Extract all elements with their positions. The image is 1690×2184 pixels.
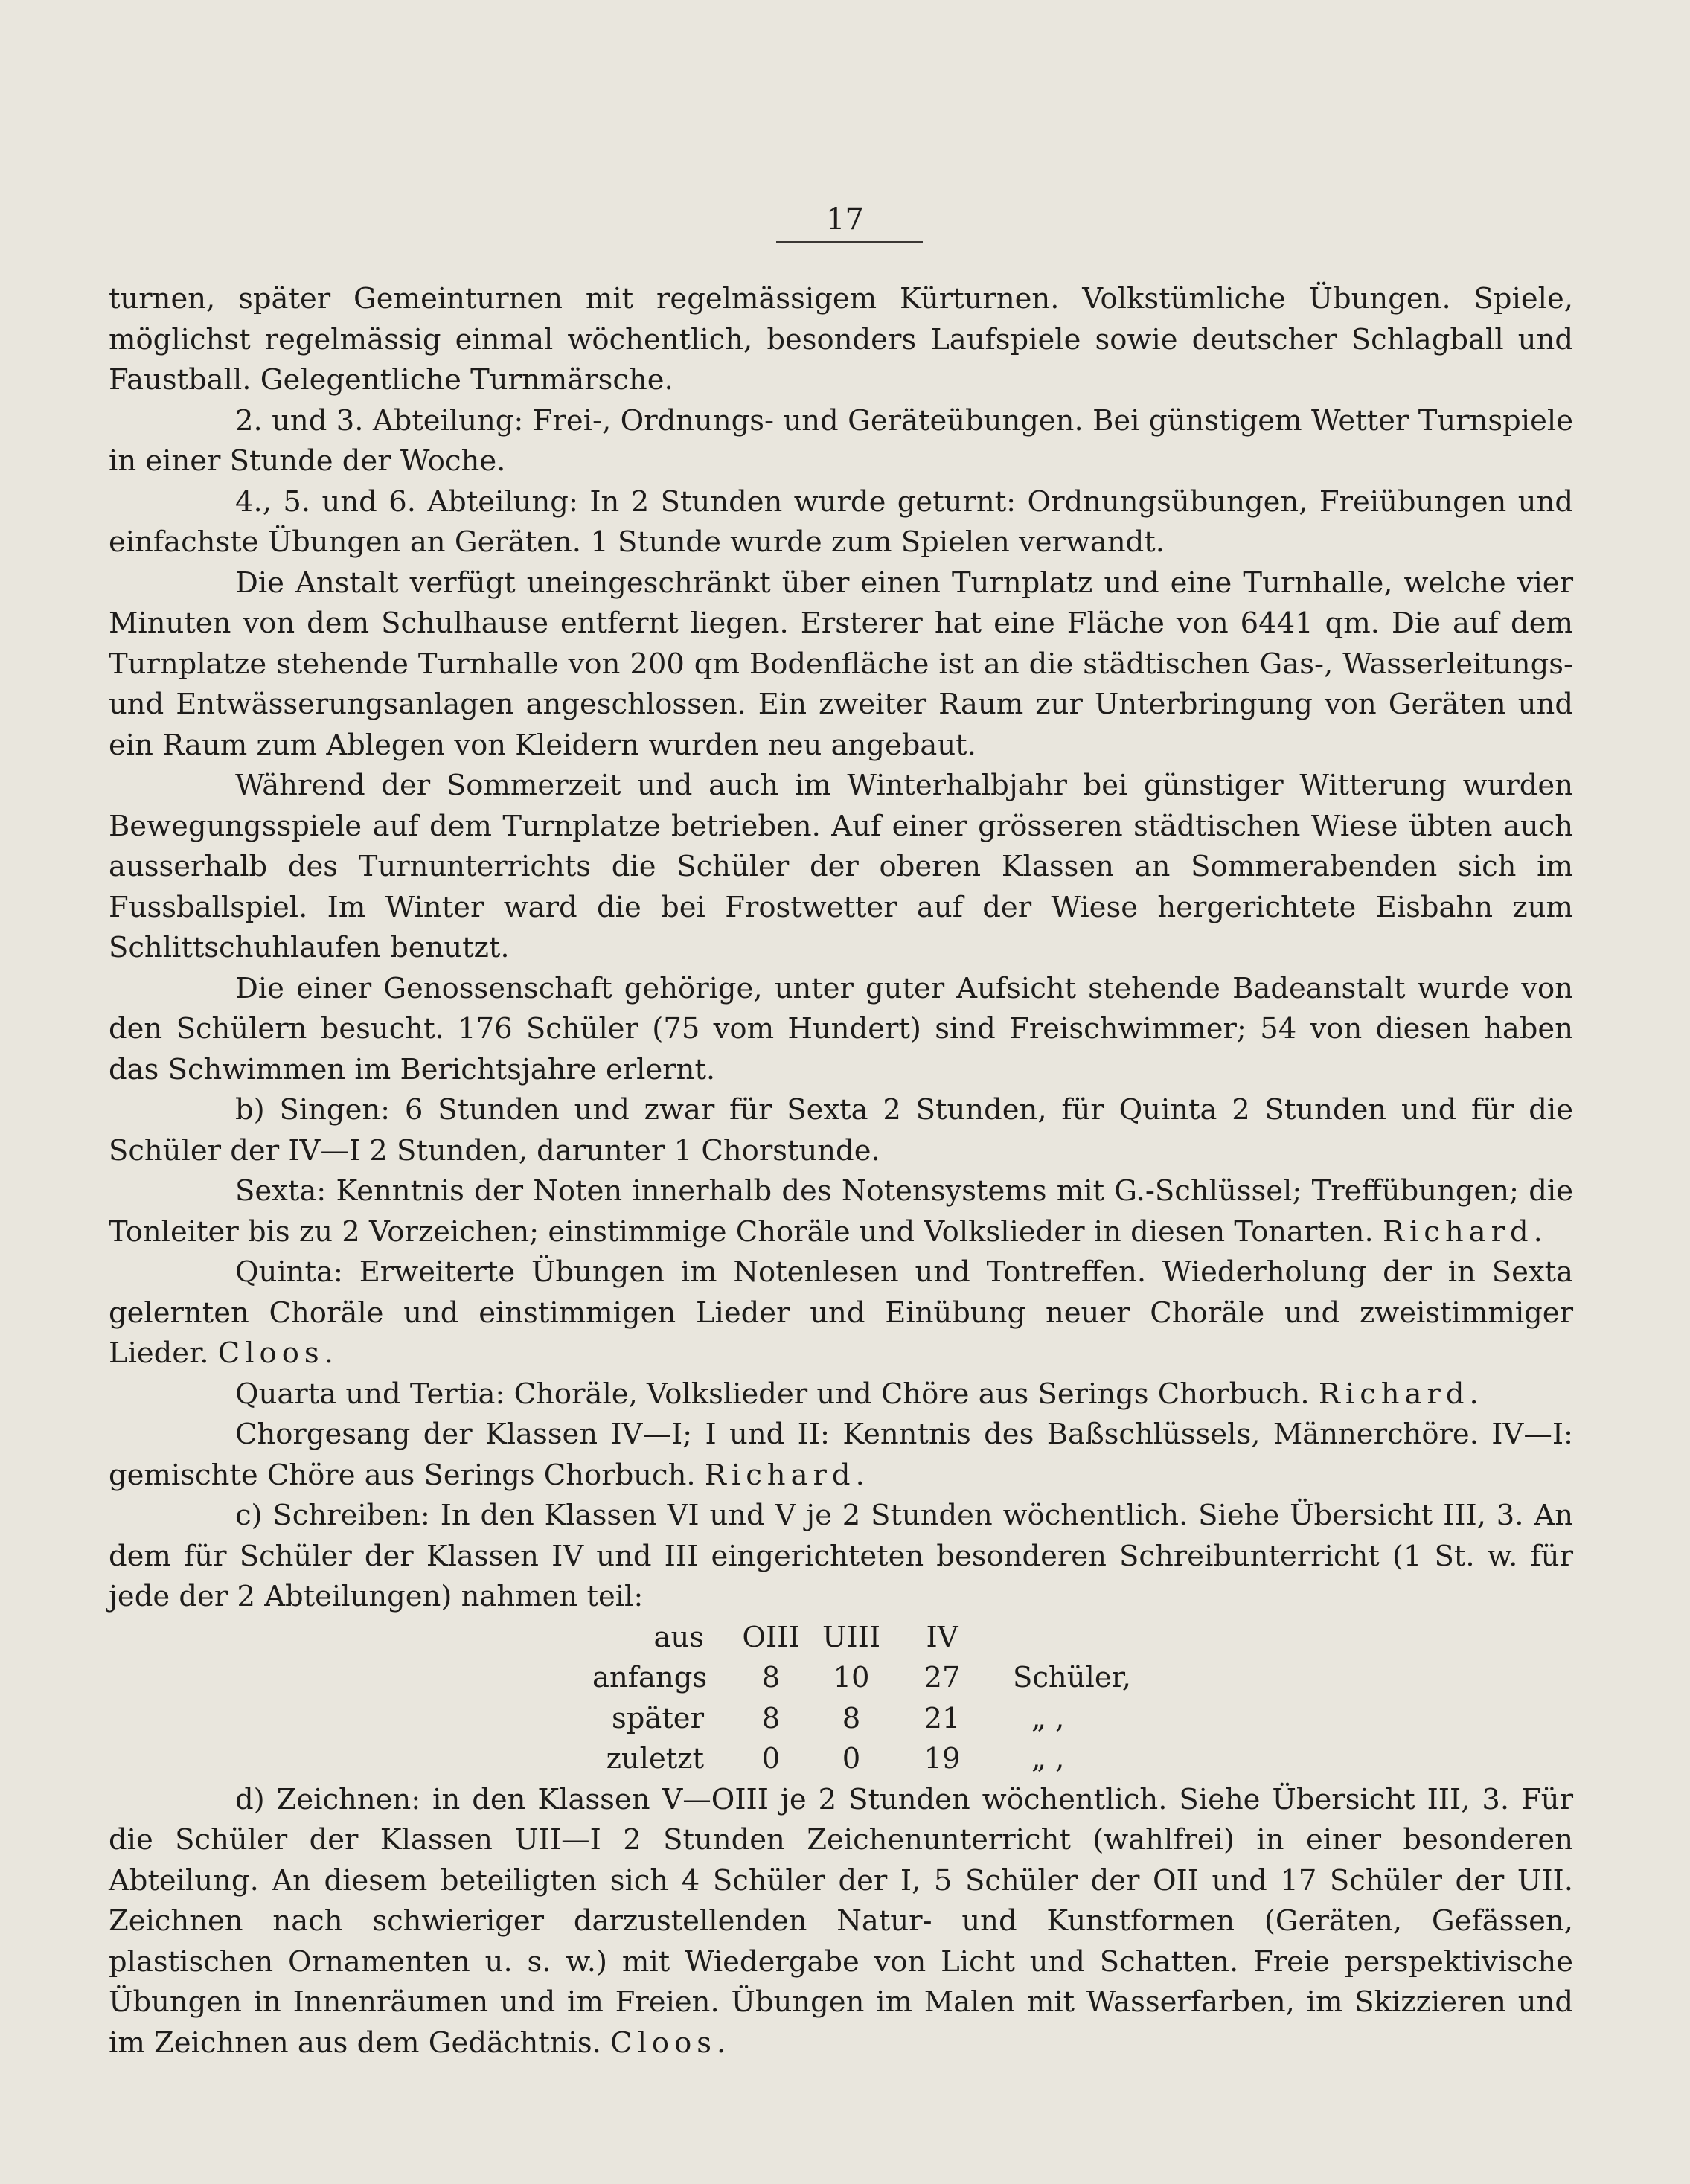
paragraph-sexta <box>109 1171 1573 1252</box>
chorgesang-text: Chorgesang der Klassen IV—I; I und II: Kenntnis des Baßschlüssels, Männerchöre. IV—I: gemischte Chöre aus Serings Chorbuch. <box>109 1418 1573 1492</box>
teacher-name: Richard. <box>1382 1214 1548 1249</box>
body-text <box>109 279 1573 2063</box>
quarta-tertia-text: Quarta und Tertia: Choräle, Volkslieder und Chöre aus Serings Chorbuch. <box>235 1377 1310 1411</box>
paragraph-abteilung-4-6: 4., 5. und 6. Abteilung: In 2 Stunden wurde geturnt: Ordnungsübungen, Freiübungen und einfachste Übungen an Geräten. 1 Stunde wurde zum Spielen verwandt. <box>109 484 1573 559</box>
teacher-name: Cloos. <box>610 2026 732 2060</box>
table-cell: 0 <box>842 1742 861 1775</box>
sexta-text: Sexta: Kenntnis der Noten innerhalb des Notensystems mit G.-Schlüssel; Treffübungen; die Tonleiter bis zu 2 Vorzeichen; einstimmige Choräle und Volkslieder in diesen Tonarten. <box>109 1174 1573 1249</box>
paragraph-abteilung-2-3: 2. und 3. Abteilung: Frei-, Ordnungs- und Geräteübungen. Bei günstigem Wetter Turnspiele in einer Stunde der Woche. <box>109 403 1573 478</box>
page-number-rule <box>776 241 923 243</box>
table-cell: zuletzt <box>606 1742 704 1775</box>
paragraph-quinta <box>109 1252 1573 1374</box>
paragraph-zeichnen <box>109 1780 1573 2064</box>
paragraph-turnen: turnen, später Gemeinturnen mit regelmässigem Kürturnen. Volkstümliche Übungen. Spiele, möglichst regelmässig einmal wöchentlich, besonders Laufspiele sowie deutscher Schlagball und Faustball. Gelegentliche Turnmärsche. <box>109 282 1573 397</box>
table-cell: 10 <box>833 1661 870 1694</box>
paragraph-sommerzeit: Während der Sommerzeit und auch im Winterhalbjahr bei günstiger Witterung wurden Bewegungsspiele auf dem Turnplatze betrieben. Auf einer grösseren städtischen Wiese übten auch ausserhalb des Turnunterrichts die Schüler der oberen Klassen an Sommerabenden sich im Fussballspiel. Im Winter ward die bei Frostwetter auf der Wiese hergerichtete Eisbahn zum Schlittschuhlaufen benutzt. <box>109 769 1573 964</box>
schreibunterricht-table <box>109 1618 1573 1780</box>
table-cell: 8 <box>842 1701 861 1735</box>
table-cell: „ , <box>1031 1742 1065 1775</box>
table-header-cell: aus <box>653 1620 704 1654</box>
teacher-name: Cloos. <box>217 1336 339 1370</box>
table-cell: Schüler, <box>1013 1661 1132 1694</box>
table-cell: 8 <box>761 1661 781 1694</box>
table-cell: „ , <box>1031 1701 1065 1735</box>
paragraph-badeanstalt: Die einer Genossenschaft gehörige, unter guter Aufsicht stehende Badeanstalt wurde von den Schülern besucht. 176 Schüler (75 vom Hundert) sind Freischwimmer; 54 von diesen haben das Schwimmen im Berichtsjahre erlernt. <box>109 971 1573 1086</box>
paragraph-chorgesang <box>109 1415 1573 1496</box>
teacher-name: Richard. <box>1318 1377 1484 1411</box>
table-header-cell: OIII <box>742 1620 800 1654</box>
quinta-text: Quinta: Erweiterte Übungen im Notenlesen und Tontreffen. Wiederholung der in Sexta gelernten Choräle und einstimmigen Lieder und Einübung neuer Choräle und zweistimmiger Lieder. <box>109 1255 1573 1370</box>
paragraph-quarta-tertia <box>109 1374 1573 1415</box>
table-cell: 21 <box>924 1701 961 1735</box>
table-header-cell: IV <box>926 1620 958 1654</box>
teacher-name: Richard. <box>704 1458 870 1492</box>
table-cell: anfangs <box>592 1661 708 1694</box>
table-row <box>109 1739 1573 1780</box>
zeichnen-text: d) Zeichnen: in den Klassen V—OIII je 2 Stunden wöchentlich. Siehe Übersicht III, 3. Für die Schüler der Klassen UII—I 2 Stunden Zeichenunterricht (wahlfrei) in einer besonderen Abteilung. An diesem beteiligten sich 4 Schüler der I, 5 Schüler der OII und 17 Schüler der UII. Zeichnen nach schwieriger darzustellenden Natur- und Kunstformen (Geräten, Gefässen, plastischen Ornamenten u. s. w.) mit Wiedergabe von Licht und Schatten. Freie perspektivische Übungen in Innenräumen und im Freien. Übungen im Malen mit Wasserfarben, im Skizzieren und im Zeichnen aus dem Gedächtnis. <box>109 1782 1573 2060</box>
paragraph-schreiben: c) Schreiben: In den Klassen VI und V je 2 Stunden wöchentlich. Siehe Übersicht III, 3. An dem für Schüler der Klassen IV und III eingerichteten besonderen Schreibunterricht (1 St. w. für jede der 2 Abteilungen) nahmen teil: <box>109 1499 1573 1613</box>
paragraph-turnplatz: Die Anstalt verfügt uneingeschränkt über einen Turnplatz und eine Turnhalle, welche vier Minuten von dem Schulhause entfernt liegen. Ersterer hat eine Fläche von 6441 qm. Die auf dem Turnplatze stehende Turnhalle von 200 qm Bodenfläche ist an die städtischen Gas-, Wasserleitungs- und Entwässerungsanlagen angeschlossen. Ein zweiter Raum zur Unterbringung von Geräten und ein Raum zum Ablegen von Kleidern wurden neu angebaut. <box>109 566 1573 762</box>
table-header-row <box>109 1618 1573 1659</box>
table-cell: 8 <box>761 1701 781 1735</box>
table-cell: später <box>611 1701 704 1735</box>
table-row <box>109 1658 1573 1699</box>
table-row <box>109 1699 1573 1740</box>
table-cell: 0 <box>761 1742 781 1775</box>
page-number: 17 <box>826 202 864 237</box>
table-cell: 27 <box>924 1661 961 1694</box>
table-cell: 19 <box>924 1742 961 1775</box>
paragraph-singen: b) Singen: 6 Stunden und zwar für Sexta 2 Stunden, für Quinta 2 Stunden und für die Schüler der IV—I 2 Stunden, darunter 1 Chorstunde. <box>109 1093 1573 1168</box>
table-header-cell: UIII <box>822 1620 881 1654</box>
